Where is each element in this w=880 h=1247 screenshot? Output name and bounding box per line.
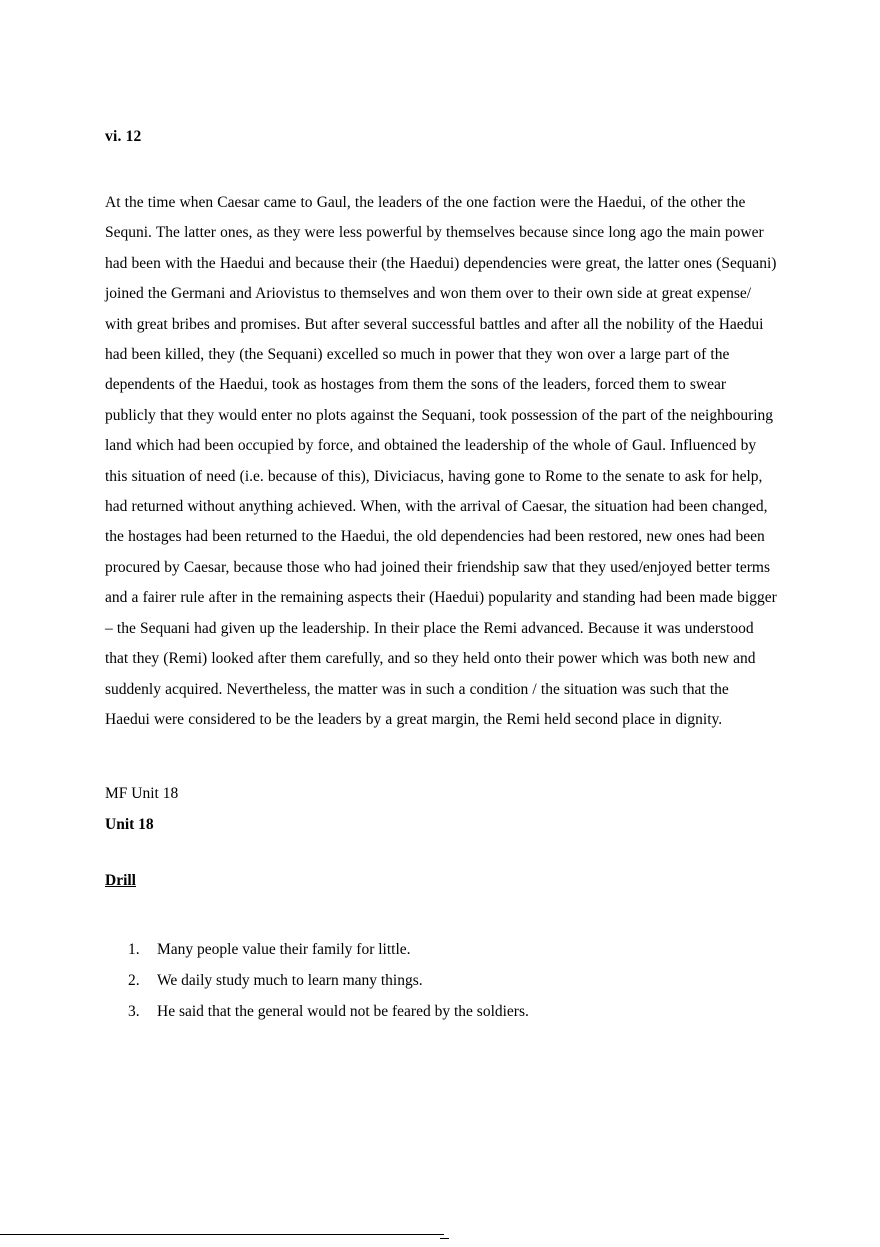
unit-title: Unit 18 [105,815,154,833]
page-title: vi. 12 [105,128,142,145]
translation-paragraph: At the time when Caesar came to Gaul, the leaders of the one faction were the Haedui, of the other the Sequni. The latter ones, as they were less powerful by themselves because since long ago the main power had been with the Haedui and because their (the Haedui) dependencies were great, the latter ones (Sequani) joined the Germani and Ariovistus to themselves and won them over to their own side at great expense/ with great bribes and promises. But after several successful battles and after all the nobility of the Haedui had been killed, they (the Sequani) excelled so much in power that they won over a large part of the dependents of the Haedui, took as hostages from them the sons of the leaders, forced them to swear publicly that they would enter no plots against the Sequani, took possession of the part of the neighbouring land which had been occupied by force, and obtained the leadership of the whole of Gaul. Influenced by this situation of need (i.e. because of this), Diviciacus, having gone to Rome to the senate to ask for help, had returned without anything achieved. When, with the arrival of Caesar, the situation had been changed, the hostages had been returned to the Haedui, the old dependencies had been restored, new ones had been procured by Caesar, because those who had joined their friendship saw that they used/enjoyed better terms and a fairer rule after in the remaining aspects their (Haedui) popularity and standing had been made bigger – the Sequani had given up the leadership. In their place the Remi advanced. Because it was understood that they (Remi) looked after them carefully, and so they held onto their power which was both new and suddenly acquired. Nevertheless, the matter was in such a condition / the situation was such that the Haedui were considered to be the leaders by a great margin, the Remi held second place in dignity. [105,194,777,728]
footer-divider [0,1234,444,1235]
list-item-number: 3. [128,1003,140,1021]
list-item-number: 1. [128,941,140,959]
footer-divider-tick [440,1238,449,1239]
list-item-text: He said that the general would not be feared by the soldiers. [157,1003,529,1021]
list-item-text: Many people value their family for little. [157,941,411,959]
list-item [105,965,775,996]
drill-heading: Drill [105,872,136,890]
list-item [105,934,775,965]
list-item-number: 2. [128,972,140,990]
drill-list [105,890,775,1027]
unit-reference: MF Unit 18 [105,785,179,803]
paragraph-spacer [105,735,775,779]
list-item-text: We daily study much to learn many things. [157,972,423,990]
drill-heading-block [105,840,775,890]
section-heading-block [105,0,775,146]
list-item [105,996,775,1027]
